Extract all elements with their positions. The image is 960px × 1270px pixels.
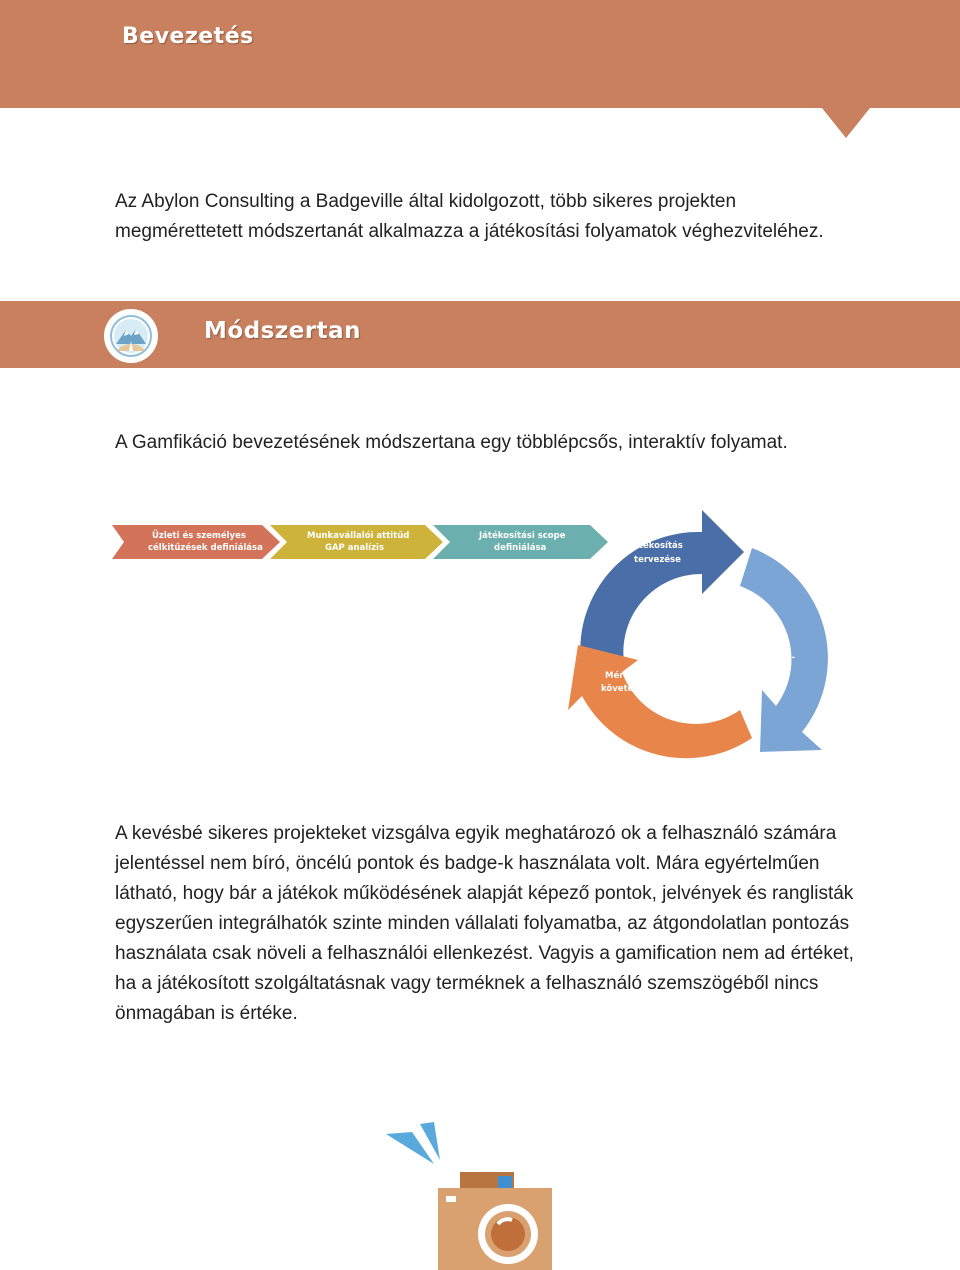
- step-label: definiálása: [494, 543, 547, 553]
- header-pointer: [822, 108, 870, 138]
- step-arrow-scope: [433, 525, 608, 559]
- header-bar: [0, 0, 960, 108]
- cycle-label: Mérés,: [605, 671, 638, 681]
- step-label: Üzleti és személyes: [152, 531, 246, 541]
- cycle-design: [580, 510, 744, 670]
- intro-paragraph: Az Abylon Consulting a Badgeville által kidolgozott, több sikeres projekten megmérettetett módszertanát alkalmazza a játékosítási folyamatok véghezviteléhez.: [115, 191, 824, 242]
- mountain-road-icon: [104, 309, 158, 363]
- step-arrow-gap: [270, 525, 443, 559]
- step-label: célkitűzések definiálása: [148, 543, 263, 553]
- page-title: Bevezetés: [122, 24, 254, 49]
- analysis-paragraph: A kevésbé sikeres projekteket vizsgálva egyik meghatározó ok a felhasználó számára jelentéssel nem bíró, öncélú pontok és badge-k használata volt. Mára egyértelműen látható, hogy bár a játékok működésének alapját képező pontok, jelvények és ranglisták egyszerűen integrálhatók szinte minden vállalati folyamatba, az átgondolatlan pontozás használata csak növeli a felhasználói ellenkezést. Vagyis a gamification nem ad értéket, ha a játékosított szolgáltatásnak vagy terméknek a felhasználó szemszögéből nincs önmagában is értéke.: [115, 823, 854, 1024]
- cycle-label: tervezése: [634, 555, 681, 565]
- step-label: Játékosítási scope: [479, 531, 566, 541]
- step-label: GAP analízis: [325, 543, 385, 553]
- cycle-measurement: [568, 645, 752, 758]
- camera-icon: [380, 1120, 580, 1270]
- step-arrow-goals: [112, 525, 280, 559]
- process-diagram: [112, 500, 832, 760]
- method-paragraph: A Gamfikáció bevezetésének módszertana egy többlépcsős, interaktív folyamat.: [115, 432, 788, 453]
- section-title: Módszertan: [204, 318, 362, 344]
- cycle-label: Implemen-: [744, 653, 795, 663]
- cycle-implementation: [740, 548, 828, 752]
- cycle-label: követés: [601, 684, 639, 694]
- cycle-label: táció: [757, 665, 781, 675]
- step-label: Munkavállalói attitűd: [307, 531, 410, 541]
- cycle-label: Játékosítás: [630, 541, 683, 551]
